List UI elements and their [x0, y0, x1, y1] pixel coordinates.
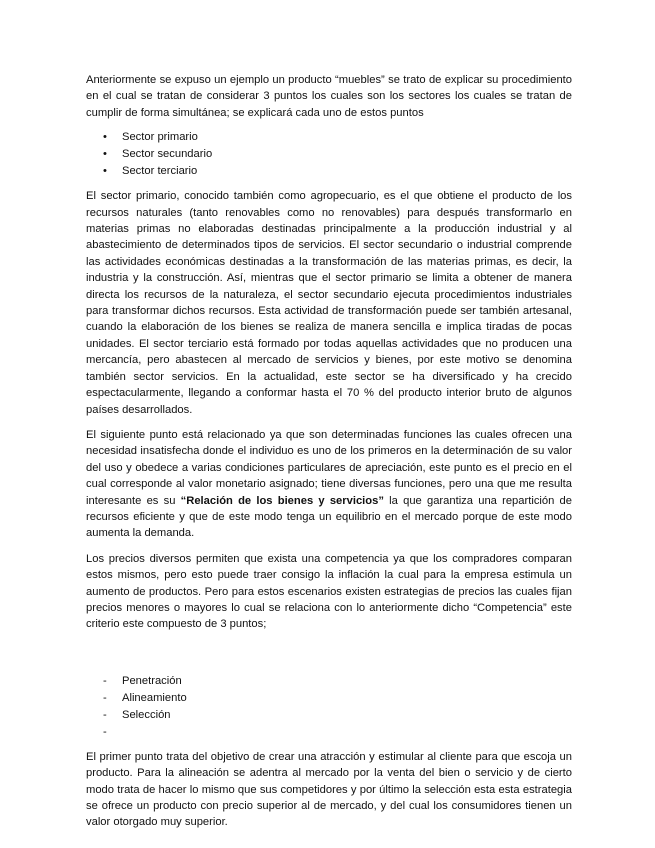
strategy-list: [86, 673, 572, 741]
strategy-paragraph: El primer punto trata del objetivo de crear una atracción y estimular al cliente para que escoja un producto. Para la alineación se adentra al mercado por la venta del bien o servicio y de cierto modo trata de hacer lo mismo que sus competidores y por último la selección esta esta estrategia se ofrece un producto con precio superior al de mercado, y del cual los consumidores tienen un valor otorgado muy superior.: [86, 750, 572, 829]
sectors-paragraph: El sector primario, conocido también como agropecuario, es el que obtiene el producto de los recursos naturales (tanto renovables como no renovables) para después transformarlo en materias primas no elaboradas destinadas principalmente a la producción industrial y al abastecimiento de determinados tipos de servicios. El sector secundario o industrial comprende las actividades económicas destinadas a la transformación de las materias primas, es decir, la industria y la construcción. Así, mientras que el sector primario se limita a obtener de manera directa los recursos de la naturaleza, el sector secundario ejecuta procedimientos industriales para transformar dichos recursos. Esta actividad de transformación puede ser también artesanal, cuando la elaboración de los bienes se realiza de manera sencilla e implica tiradas de pocas unidades. El sector terciario está formado por todas aquellas actividades que no producen una mercancía, pero abastecen al mercado de servicios y bienes, por este motivo se denomina también sector servicios. En la actualidad, este sector se ha diversificado y ha crecido espectacularmente, llegando a conformar hasta el 70 % del producto interior bruto de algunos países desarrollados.: [86, 190, 572, 416]
list-item: - Selección: [86, 707, 572, 724]
price-paragraph-text: El siguiente punto está relacionado ya que son determinadas funciones las cuales ofrecen una necesidad insatisfecha donde el individuo es uno de los primeros en la determinación de su valor del uso y obedece a varias condiciones particulares de apreciación, este punto es el precio en el cual corresponde al valor monetario asignado; tiene diversas funciones, pero una que me resulta interesante es su: [86, 428, 572, 507]
list-item: [86, 724, 572, 741]
list-item: • Sector secundario: [86, 146, 572, 163]
sector-list: [86, 129, 572, 180]
intro-paragraph: Anteriormente se expuso un ejemplo un producto “muebles” se trato de explicar su procedimiento en el cual se tratan de considerar 3 puntos los cuales son los sectores los cuales se tratan de cumplir de forma simultánea; se explicará cada uno de estos puntos: [86, 74, 572, 119]
competition-paragraph: Los precios diversos permiten que exista una competencia ya que los compradores comparan estos mismos, pero esto puede traer consigo la inflación la cual para la empresa estimula un aumento de productos. Pero para estos escenarios existen estrategias de precios las cuales fijan precios menores o mayores lo cual se relaciona con lo anteriormente dicho “Competencia” este criterio este compuesto de 3 puntos;: [86, 552, 572, 631]
list-item: - Alineamiento: [86, 690, 572, 707]
list-item: - Penetración: [86, 673, 572, 690]
price-paragraph: [86, 427, 572, 542]
price-paragraph-bold: “Relación de los bienes y servicios”: [180, 494, 384, 507]
document-page: [86, 72, 572, 831]
list-item: • Sector terciario: [86, 163, 572, 180]
price-paragraph-text-end: la que garantiza una repartición de recursos eficiente y que de este modo tenga un equilibrio en el mercado porque de este modo aumenta la demanda.: [86, 494, 572, 540]
list-item: • Sector primario: [86, 129, 572, 146]
blank-space: [86, 633, 572, 665]
